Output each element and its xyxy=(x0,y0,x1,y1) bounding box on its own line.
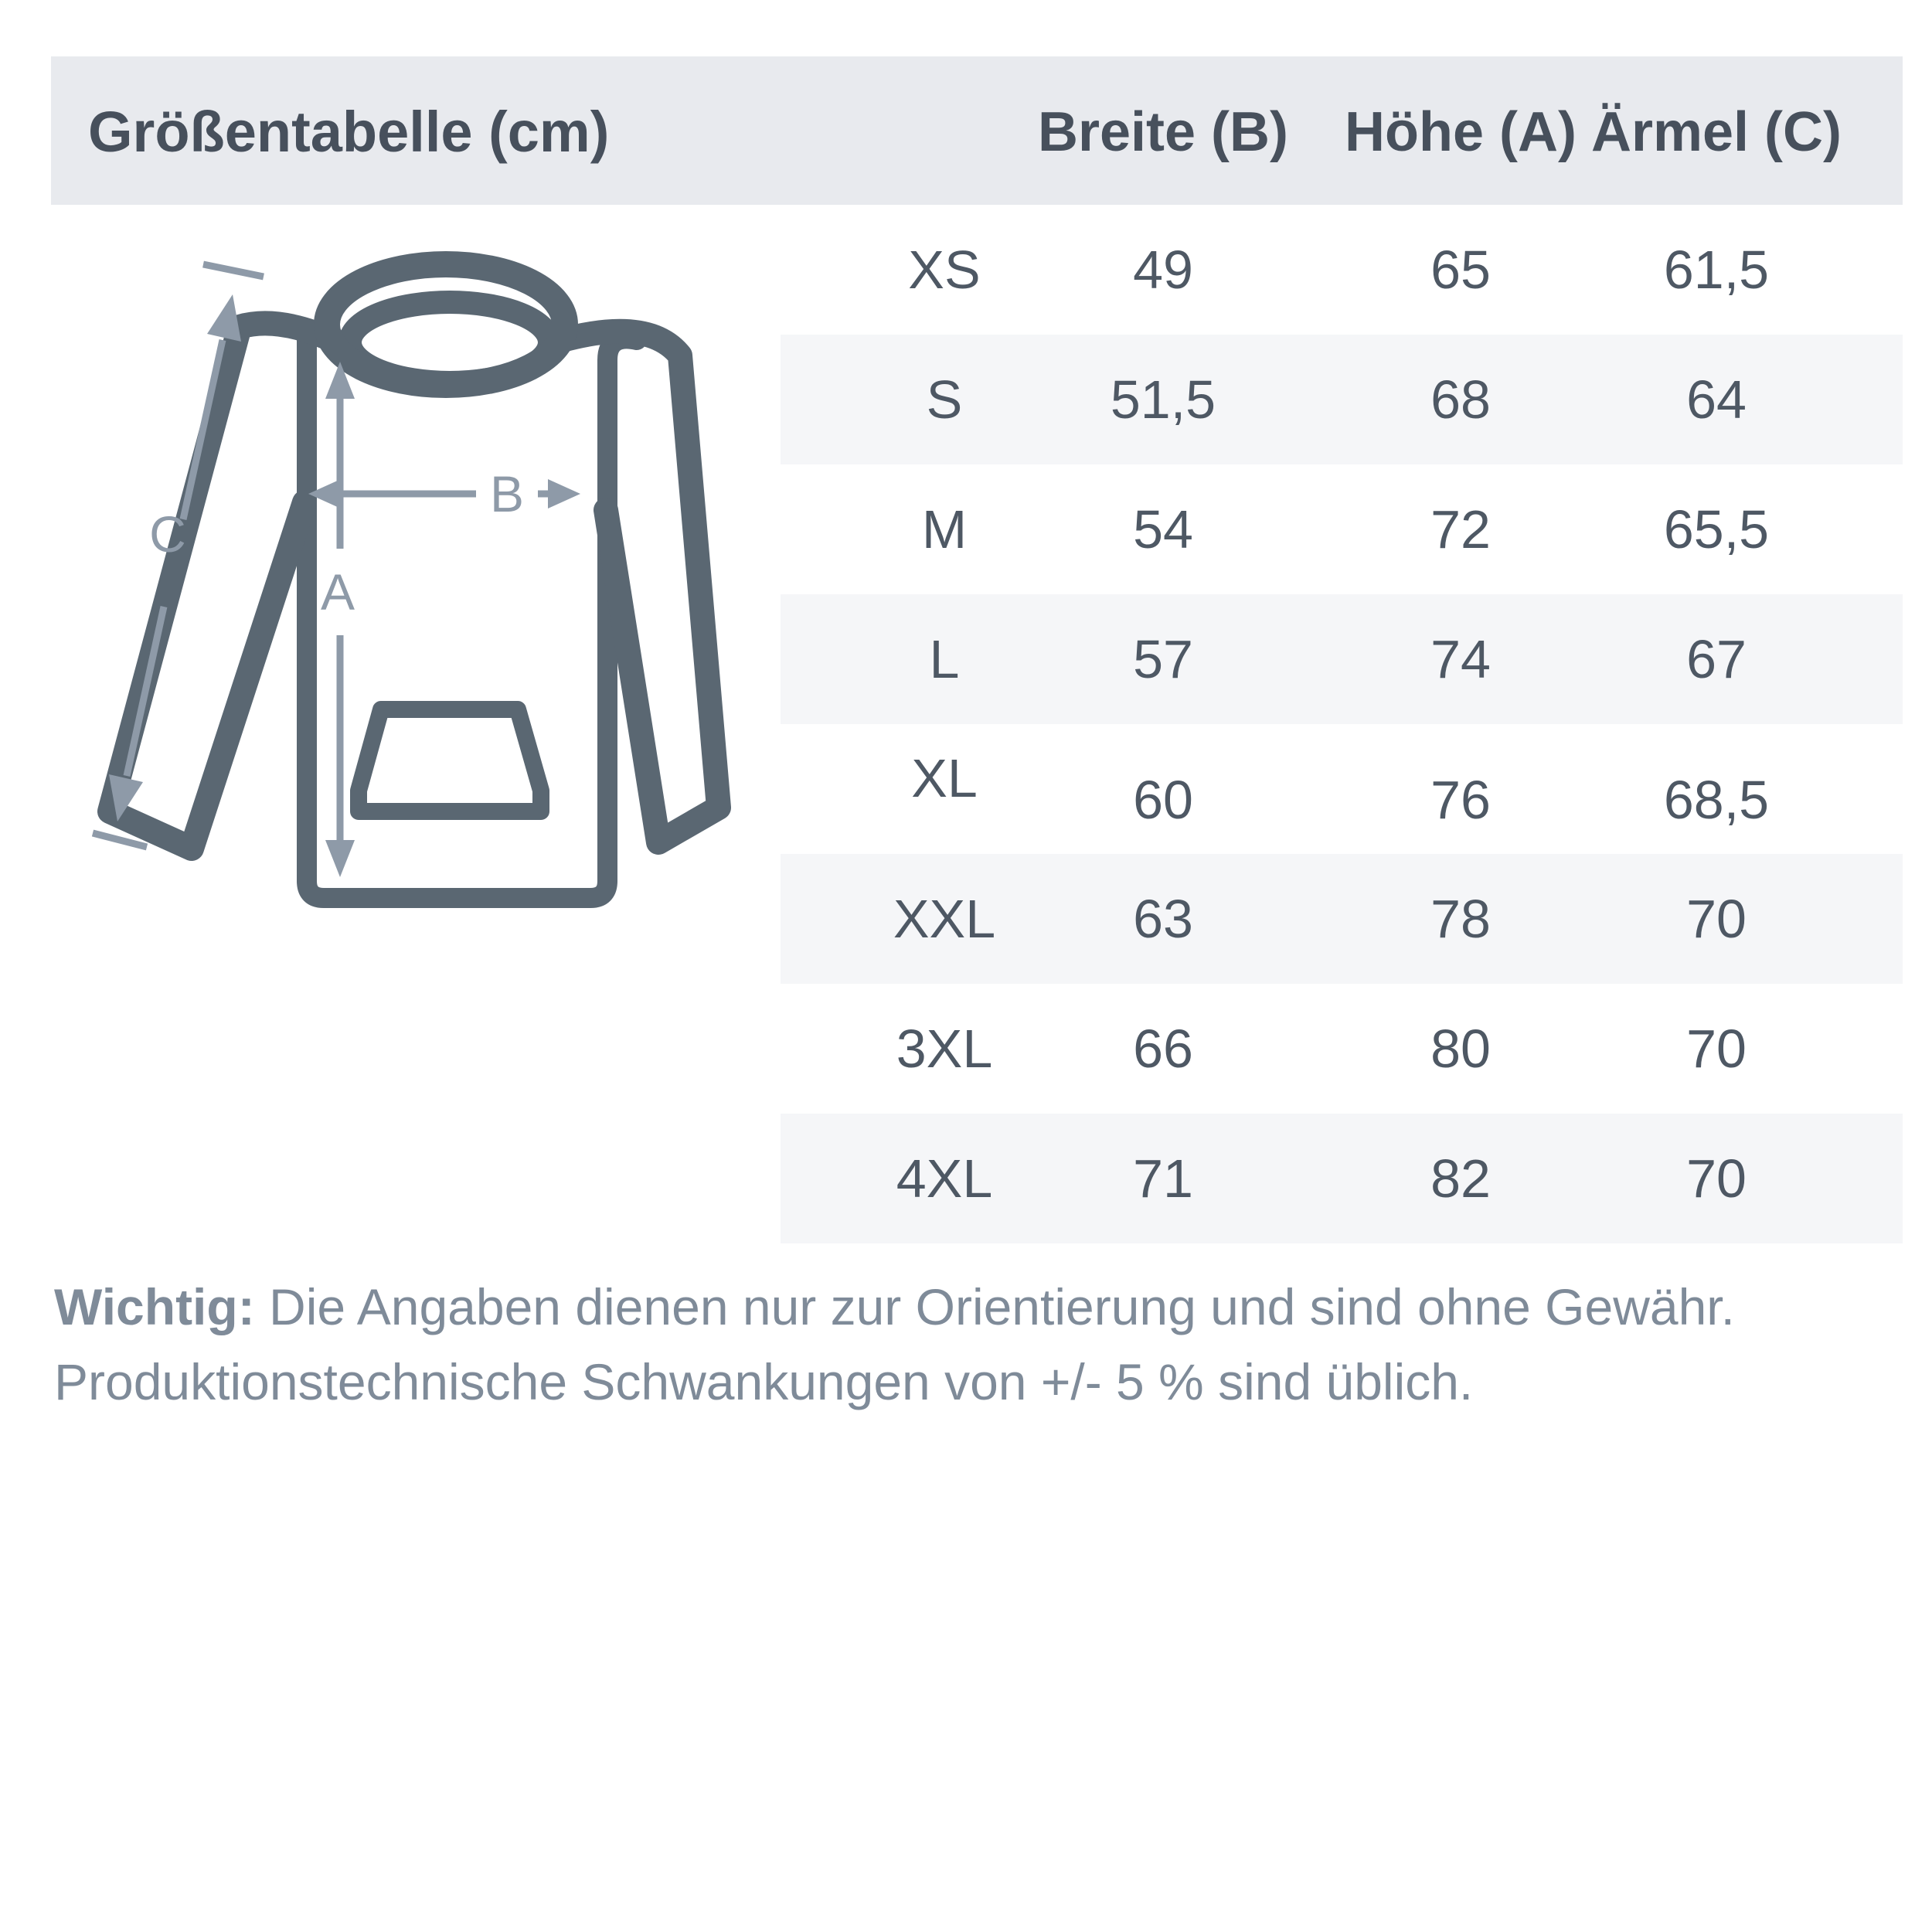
table-row xyxy=(781,854,1903,984)
measure-label-c: C xyxy=(149,505,186,563)
hoehe-value: 76 xyxy=(1430,770,1491,830)
size-label: XS xyxy=(908,240,981,300)
aermel-value: 61,5 xyxy=(1663,240,1770,300)
table-row xyxy=(781,984,1903,1114)
size-label: XXL xyxy=(893,889,996,949)
hoodie-pocket xyxy=(359,709,541,811)
table-row xyxy=(781,724,1903,854)
size-label: 4XL xyxy=(896,1148,993,1209)
breite-value: 63 xyxy=(1133,889,1193,949)
disclaimer-bold-label: Wichtig: xyxy=(54,1278,255,1335)
breite-value: 57 xyxy=(1133,629,1193,689)
aermel-value: 64 xyxy=(1686,369,1747,430)
disclaimer-line-1-text: Die Angaben dienen nur zur Orientierung und sind ohne Gewähr. xyxy=(254,1278,1735,1335)
page-title: Größentabelle (cm) xyxy=(88,100,610,164)
table-row xyxy=(781,594,1903,724)
breite-value: 51,5 xyxy=(1110,369,1216,430)
disclaimer-line-1 xyxy=(54,1270,1878,1345)
size-label: 3XL xyxy=(896,1019,993,1079)
breite-value: 49 xyxy=(1133,240,1193,300)
table-row xyxy=(781,464,1903,594)
hoodie-measurement-diagram xyxy=(46,224,819,920)
hoehe-value: 68 xyxy=(1430,369,1491,430)
table-header-bar xyxy=(51,56,1903,205)
table-row xyxy=(781,205,1903,335)
aermel-value: 65,5 xyxy=(1663,499,1770,560)
hoehe-value: 78 xyxy=(1430,889,1491,949)
size-label: L xyxy=(929,629,960,689)
aermel-value: 67 xyxy=(1686,629,1747,689)
size-label: M xyxy=(921,499,968,560)
breite-value: 71 xyxy=(1133,1148,1193,1209)
hoehe-value: 82 xyxy=(1430,1148,1491,1209)
table-row xyxy=(781,335,1903,464)
column-header-breite: Breite (B) xyxy=(1037,101,1289,163)
aermel-value: 70 xyxy=(1686,1019,1747,1079)
column-header-aermel: Ärmel (C) xyxy=(1590,101,1842,163)
aermel-value: 68,5 xyxy=(1663,770,1770,830)
measure-label-a: A xyxy=(320,563,355,621)
disclaimer-note xyxy=(54,1270,1878,1420)
aermel-value: 70 xyxy=(1686,1148,1747,1209)
column-header-hoehe: Höhe (A) xyxy=(1345,101,1577,163)
table-row xyxy=(781,1114,1903,1243)
size-label: S xyxy=(926,369,963,430)
hoehe-value: 72 xyxy=(1430,499,1491,560)
breite-value: 66 xyxy=(1133,1019,1193,1079)
measure-label-b: B xyxy=(489,465,525,522)
breite-value: 54 xyxy=(1133,499,1193,560)
hoehe-value: 74 xyxy=(1430,629,1491,689)
size-label: XL xyxy=(911,748,978,808)
size-table xyxy=(781,205,1903,1243)
hoehe-value: 80 xyxy=(1430,1019,1491,1079)
breite-value: 60 xyxy=(1133,770,1193,830)
disclaimer-line-2: Produktionstechnische Schwankungen von +/- 5 % sind üblich. xyxy=(54,1353,1474,1410)
aermel-value: 70 xyxy=(1686,889,1747,949)
hoehe-value: 65 xyxy=(1430,240,1491,300)
